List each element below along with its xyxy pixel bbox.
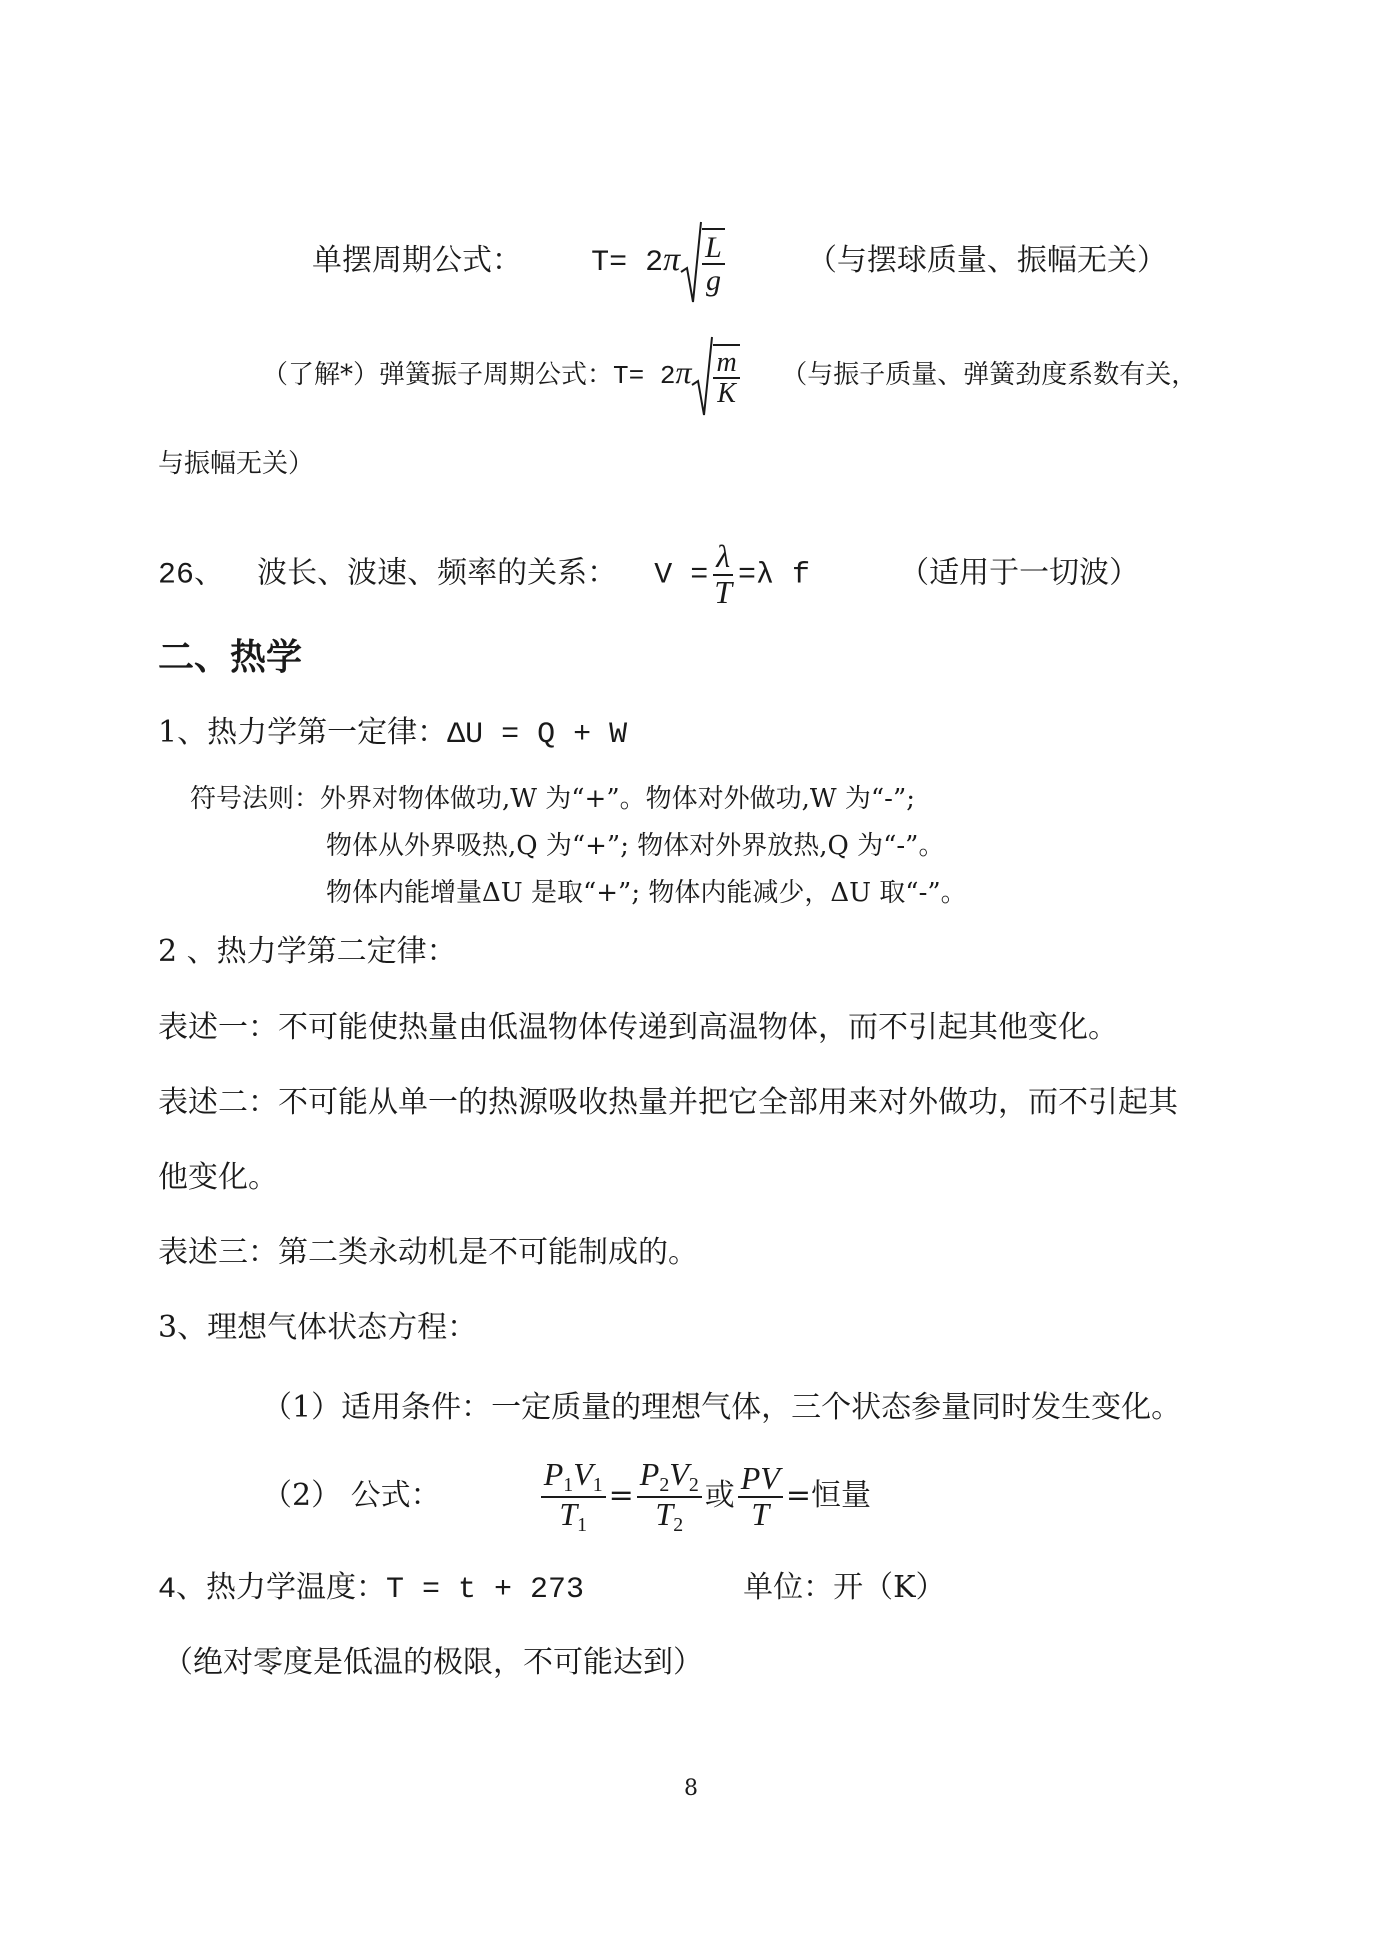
ideal-gas-or: 或 <box>704 1477 735 1513</box>
ideal-gas-formula-label: （2） 公式： <box>262 1477 441 1513</box>
spring-num: m <box>713 348 739 379</box>
wave-num: λ <box>713 540 733 576</box>
first-law-label: 1、热力学第一定律： <box>158 715 448 750</box>
section-title: 二、热学 <box>158 637 303 678</box>
temperature-line <box>158 1570 946 1607</box>
pendulum-t-eq: T= 2 <box>591 246 664 280</box>
sqrt-sign-icon <box>691 335 713 417</box>
pendulum-num: L <box>702 232 725 266</box>
ideal-gas-label: 3、理想气体状态方程： <box>158 1310 478 1345</box>
page-number: 8 <box>684 1776 698 1801</box>
spring-den: K <box>717 378 736 409</box>
second-law-statement-2-cont: 他变化。 <box>158 1160 278 1195</box>
sign-rule-1: 符号法则：外界对物体做功,W 为“+”。物体对外做功,W 为“-”; <box>190 784 916 814</box>
pendulum-note: （与摆球质量、振幅无关） <box>806 243 1167 278</box>
first-law-formula: ΔU = Q + W <box>447 718 628 752</box>
pendulum-pi: π <box>663 241 681 278</box>
sign-rule-2: 物体从外界吸热,Q 为“+”; 物体对外界放热,Q 为“-”。 <box>326 831 945 861</box>
ideal-gas-const: =恒量 <box>785 1477 871 1513</box>
pendulum-label: 单摆周期公式： <box>312 243 522 278</box>
pendulum-sqrt <box>680 220 728 304</box>
pendulum-den: g <box>706 264 721 297</box>
temperature-note: （绝对零度是低温的极限，不可能达到） <box>163 1645 703 1680</box>
wave-rest: =λ f <box>738 558 811 593</box>
spring-label: （了解*）弹簧振子周期公式： <box>262 360 614 390</box>
second-law-statement-1: 表述一：不可能使热量由低温物体传递到高温物体，而不引起其他变化。 <box>158 1010 1118 1045</box>
sqrt-sign-icon <box>680 220 702 304</box>
ideal-gas-condition: （1）适用条件：一定质量的理想气体，三个状态参量同时发生变化。 <box>262 1390 1182 1425</box>
fraction-p2v2-t2: $\frac{P_2V_2}{T_2}$ <box>637 1458 702 1536</box>
second-law-statement-3: 表述三：第二类永动机是不可能制成的。 <box>158 1235 698 1270</box>
spring-pi: π <box>675 354 692 390</box>
sign-rule-3: 物体内能增量ΔU 是取“+”; 物体内能减少，ΔU 取“-”。 <box>326 878 967 908</box>
wave-note: （适用于一切波） <box>899 555 1140 591</box>
ideal-gas-formula-line: （2） 公式： $\frac{P_1V_1}{T_1}$ = $\frac{P_2V_2}{T_2}$ 或 $\frac{PV}{T}$ =恒量 <box>262 1456 871 1536</box>
fraction-pv-t: $\frac{PV}{T}$ <box>738 1462 783 1531</box>
spring-t-eq: T= 2 <box>613 361 676 391</box>
spring-note-continued: 与振幅无关） <box>158 449 315 479</box>
wave-label: 波长、波速、频率的关系： <box>257 555 618 591</box>
spring-line <box>262 335 1197 417</box>
second-law-label: 2 、热力学第二定律： <box>158 934 457 969</box>
fraction-p1v1-t1: $\frac{P_1V_1}{T_1}$ <box>541 1458 606 1536</box>
temperature-label: 4、热力学温度：T = t + 273 <box>158 1573 585 1607</box>
spring-sqrt <box>691 335 742 417</box>
first-law-line <box>158 715 628 752</box>
second-law-statement-2: 表述二：不可能从单一的热源吸收热量并把它全部用来对外做功，而不引起其 <box>158 1085 1178 1120</box>
temperature-unit: 单位：开（K） <box>743 1570 946 1605</box>
wave-den: T <box>714 573 733 610</box>
wave-v-eq: V = <box>654 558 709 593</box>
spring-note: （与振子质量、弹簧劲度系数有关， <box>781 360 1198 390</box>
wave-number: 26、 <box>158 558 225 593</box>
pendulum-line <box>312 220 1167 304</box>
wave-line <box>158 540 1139 609</box>
